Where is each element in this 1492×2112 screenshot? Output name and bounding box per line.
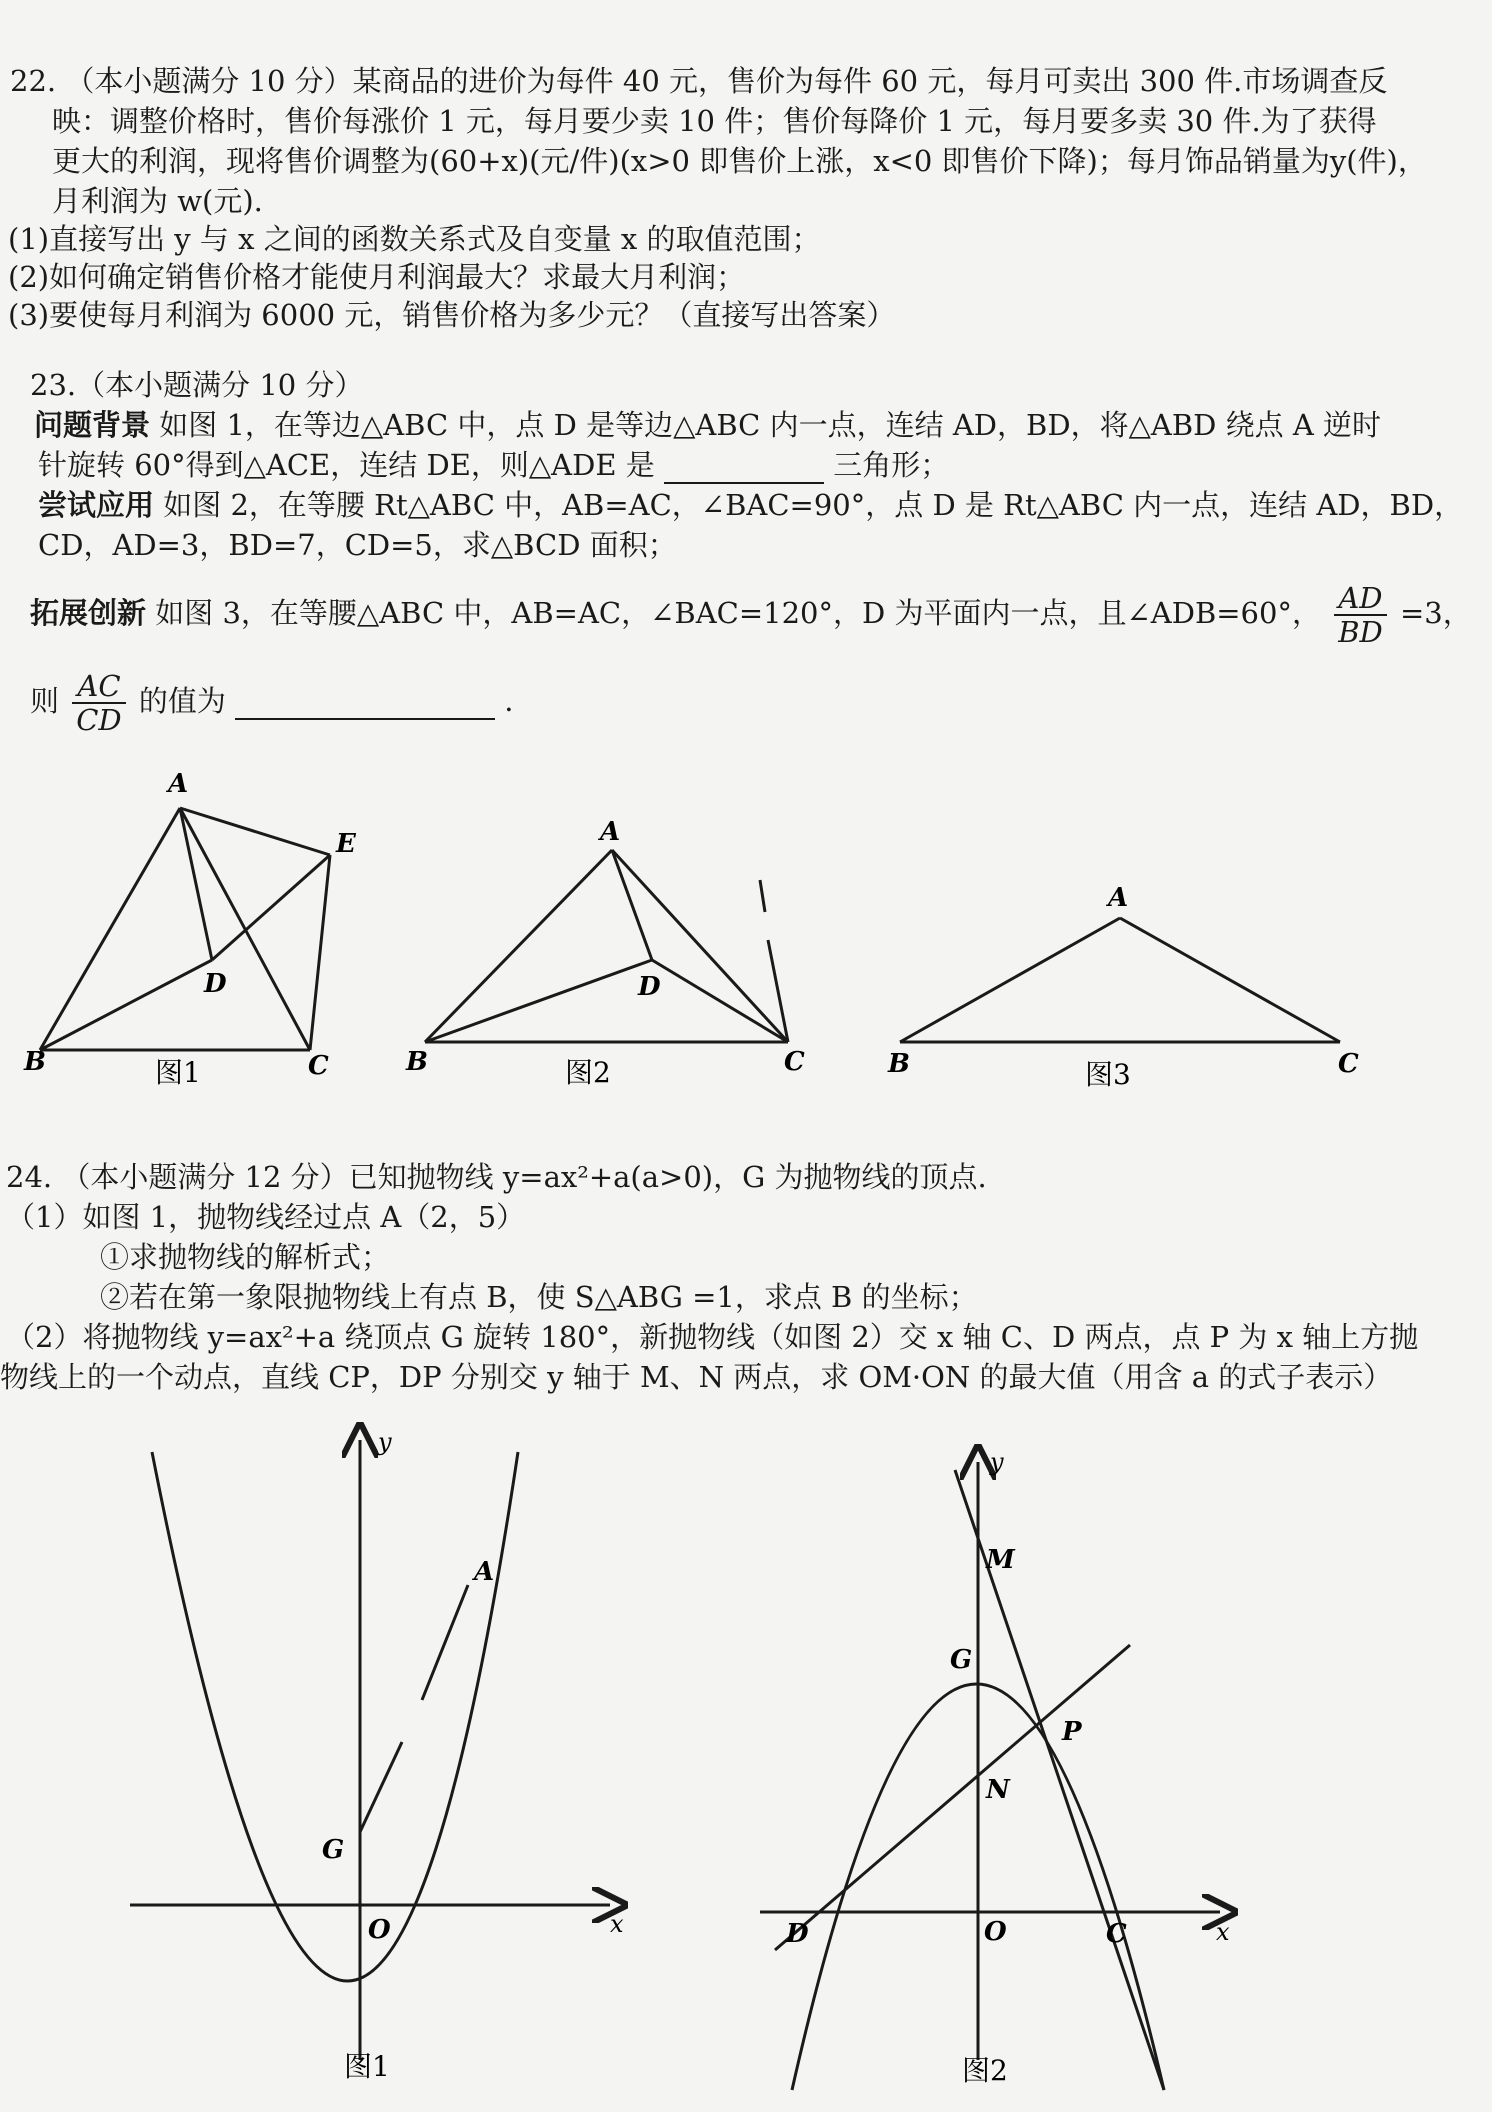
figure-caption: 图1 — [344, 2050, 390, 2083]
axis-label-y: y — [378, 1428, 392, 1456]
q22-part1: (1)直接写出 y 与 x 之间的函数关系式及自变量 x 的取值范围； — [8, 222, 821, 256]
fraction-denominator: BD — [1338, 615, 1383, 649]
figure-caption: 图2 — [565, 1056, 611, 1089]
q23-figure-2 — [400, 800, 840, 1110]
q23-background-text3: 三角形； — [833, 448, 950, 482]
q23-fraction-ad-bd — [1334, 582, 1387, 648]
q23-extend-text1: 如图 3，在等腰△ABC 中，AB=AC，∠BAC=120°，D 为平面内一点，且∠ADB=60°， — [155, 596, 1321, 630]
q23-background-text2: 针旋转 60°得到△ACE，连结 DE，则△ADE 是 — [38, 448, 655, 482]
q22-line3: 更大的利润，现将售价调整为(60+x)(元/件)(x>0 即售价上涨，x<0 即售价下降)；每月饰品销量为y(件)， — [52, 144, 1427, 178]
q23-background-line1 — [34, 408, 1381, 442]
point-label-a: A — [1108, 883, 1129, 913]
q23-answer-blank-1[interactable] — [664, 448, 824, 484]
q23-try-line2: CD，AD=3，BD=7，CD=5，求△BCD 面积； — [38, 528, 677, 562]
point-label-c: C — [1106, 1919, 1127, 1949]
figure-caption: 图1 — [155, 1056, 201, 1089]
q23-extend-text2c: ． — [504, 684, 534, 718]
point-label-a: A — [168, 769, 189, 799]
point-label-n: N — [986, 1775, 1010, 1805]
fraction-denominator: CD — [76, 703, 122, 737]
point-label-c: C — [784, 1047, 805, 1077]
point-label-b: B — [888, 1049, 910, 1079]
point-label-c: C — [1338, 1049, 1359, 1079]
q23-heading: 23.（本小题满分 10 分） — [30, 368, 364, 402]
q22-part2: (2)如何确定销售价格才能使月利润最大？求最大月利润； — [8, 260, 746, 294]
q23-try-line1 — [38, 488, 1463, 522]
q24-figure-1 — [100, 1420, 660, 2110]
point-label-p: P — [1062, 1717, 1082, 1747]
q22-line1: 22. （本小题满分 10 分）某商品的进价为每件 40 元，售价为每件 60 元，每月可卖出 300 件.市场调查反 — [10, 64, 1388, 98]
q23-background-text1: 如图 1，在等边△ABC 中，点 D 是等边△ABC 内一点，连结 AD，BD，将△ABD 绕点 A 逆时 — [159, 408, 1381, 442]
q24-part2-line1: （2）将抛物线 y=ax²+a 绕顶点 G 旋转 180°，新抛物线（如图 2）交 x 轴 C、D 两点，点 P 为 x 轴上方抛 — [6, 1320, 1419, 1354]
q22-line2: 映：调整价格时，售价每涨价 1 元，每月要少卖 10 件；售价每降价 1 元，每月要多卖 30 件.为了获得 — [52, 104, 1377, 138]
axis-label-y: y — [990, 1448, 1004, 1476]
point-label-d: D — [638, 972, 661, 1002]
q23-extend-text2a: 则 — [30, 684, 60, 718]
q23-background-label: 问题背景 — [34, 408, 151, 442]
axis-label-x: x — [1216, 1918, 1230, 1946]
q23-answer-blank-2[interactable] — [235, 684, 495, 720]
fraction-numerator: AD — [1334, 582, 1387, 616]
origin-label: O — [368, 1915, 391, 1945]
q22-line4: 月利润为 w(元). — [52, 184, 263, 218]
point-label-g: G — [950, 1645, 973, 1675]
point-label-c: C — [308, 1051, 329, 1081]
q23-figure-3 — [880, 870, 1400, 1110]
q23-fraction-ac-cd — [72, 670, 125, 736]
q22-part3: (3)要使每月利润为 6000 元，销售价格为多少元？（直接写出答案） — [8, 298, 896, 332]
point-label-a: A — [600, 817, 621, 847]
point-label-b: B — [406, 1047, 428, 1077]
q24-part1: （1）如图 1，抛物线经过点 A（2，5） — [6, 1200, 526, 1234]
q23-extend-eq: =3， — [1399, 596, 1472, 630]
origin-label: O — [984, 1917, 1007, 1947]
point-label-a: A — [474, 1557, 495, 1587]
q24-part2-line2: 物线上的一个动点，直线 CP，DP 分别交 y 轴于 M、N 两点，求 OM·ON 的最大值（用含 a 的式子表示） — [0, 1360, 1393, 1394]
q23-extend-line1 — [30, 582, 1472, 648]
axis-label-x: x — [610, 1910, 624, 1938]
figure-caption: 图2 — [962, 2054, 1008, 2087]
figure-caption: 图3 — [1085, 1058, 1131, 1091]
q24-figure-2 — [750, 1440, 1250, 2110]
q23-extend-line2 — [30, 670, 533, 736]
point-label-e: E — [336, 829, 356, 859]
q23-figure-1 — [0, 750, 420, 1110]
fraction-numerator: AC — [72, 670, 125, 704]
point-label-m: M — [986, 1545, 1015, 1575]
q23-background-line2 — [38, 448, 949, 484]
q24-part1b: ②若在第一象限抛物线上有点 B，使 S△ABG =1，求点 B 的坐标； — [100, 1280, 978, 1314]
point-label-g: G — [322, 1835, 345, 1865]
point-label-d: D — [786, 1919, 809, 1949]
q24-line1: 24. （本小题满分 12 分）已知抛物线 y=ax²+a(a>0)，G 为抛物线的顶点. — [6, 1160, 987, 1194]
q23-try-text1: 如图 2，在等腰 Rt△ABC 中，AB=AC，∠BAC=90°，点 D 是 Rt△ABC 内一点，连结 AD，BD， — [163, 488, 1464, 522]
point-label-d: D — [204, 969, 227, 999]
point-label-b: B — [24, 1047, 46, 1077]
q24-part1a: ①求抛物线的解析式； — [100, 1240, 391, 1274]
q23-extend-text2b: 的值为 — [138, 684, 226, 718]
q23-try-label: 尝试应用 — [38, 488, 155, 522]
q23-extend-label: 拓展创新 — [30, 596, 147, 630]
